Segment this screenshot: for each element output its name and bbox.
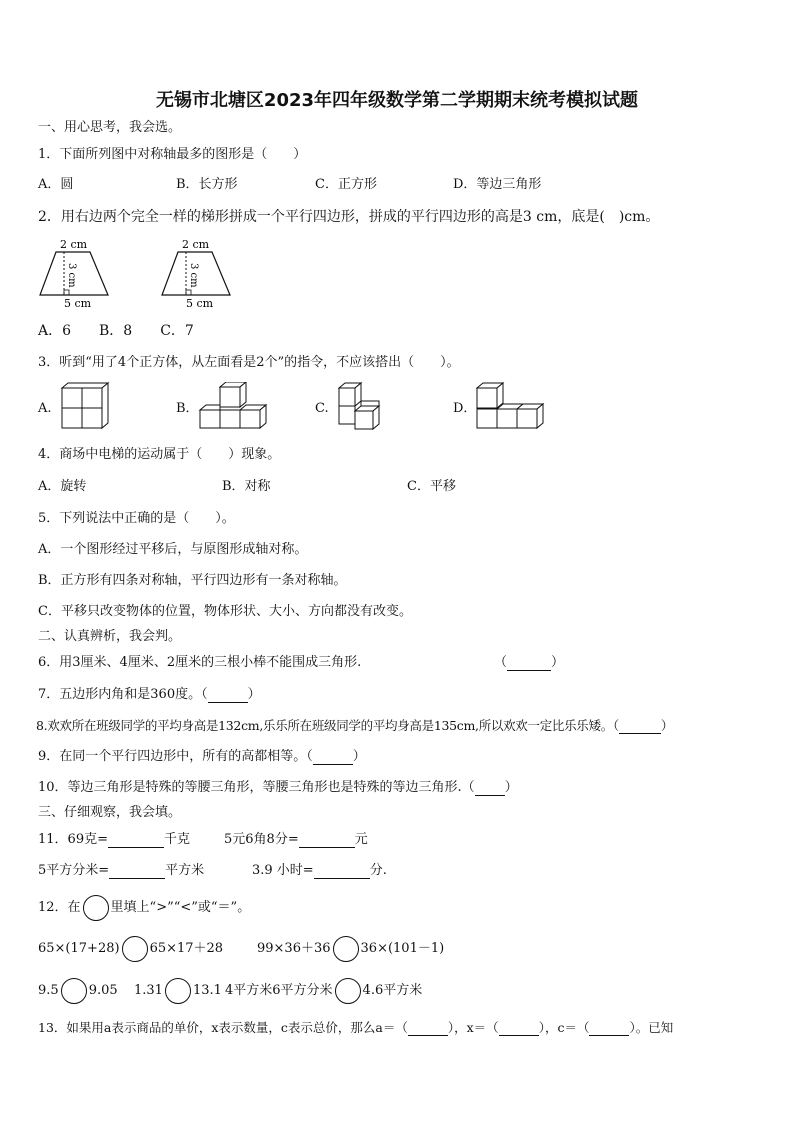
q1-option-b[interactable]: B．长方形 xyxy=(176,177,238,192)
right-angle-mark xyxy=(64,290,69,295)
question-11-row-2b: 3.9 小时= 分. xyxy=(252,863,387,878)
trapezoid-top-label: 2 cm xyxy=(60,238,88,251)
q1-option-a[interactable]: A．圆 xyxy=(38,177,74,192)
compare-circle-5[interactable] xyxy=(335,978,361,1004)
q11-blank-1[interactable] xyxy=(108,833,164,848)
q3-option-b-label[interactable]: B． xyxy=(176,401,199,416)
q3-option-d-label[interactable]: D． xyxy=(453,401,477,416)
question-10-stem: 10．等边三角形是特殊的等腰三角形，等腰三角形也是特殊的等边三角形.（ ） xyxy=(38,780,518,795)
question-7-stem: 7．五边形内角和是360度。（ ） xyxy=(38,687,261,702)
q5-option-b[interactable]: B．正方形有四条对称轴，平行四边形有一条对称轴。 xyxy=(38,573,347,588)
q3-option-b-cubes[interactable] xyxy=(196,382,271,432)
q13-blank-x[interactable] xyxy=(499,1021,539,1036)
q3-option-a-cubes[interactable] xyxy=(58,382,113,432)
trapezoid-top-label: 2 cm xyxy=(182,238,210,251)
question-4-stem: 4．商场中电梯的运动属于（ ）现象。 xyxy=(38,447,281,462)
compare-circle-3[interactable] xyxy=(61,978,87,1004)
q3-option-c-label[interactable]: C. xyxy=(315,401,329,416)
trapezoid-figure-1 xyxy=(36,235,126,310)
question-5-stem: 5．下列说法中正确的是（ ）。 xyxy=(38,511,235,526)
section-heading-2: 二、认真辨析，我会判。 xyxy=(38,629,182,644)
q9-answer-blank[interactable] xyxy=(313,750,353,765)
q4-option-b[interactable]: B．对称 xyxy=(222,479,271,494)
compare-circle-4[interactable] xyxy=(165,978,191,1004)
q13-blank-c[interactable] xyxy=(589,1021,629,1036)
q1-option-d[interactable]: D．等边三角形 xyxy=(453,177,542,192)
question-11-row-2: 5平方分米= 平方米 xyxy=(38,863,205,878)
q12-row-2b: 1.31 13.1 xyxy=(134,977,222,1005)
q4-option-c[interactable]: C．平移 xyxy=(407,479,456,494)
q1-option-c[interactable]: C．正方形 xyxy=(315,177,377,192)
question-2-stem: 2．用右边两个完全一样的梯形拼成一个平行四边形，拼成的平行四边形的高是3 cm，底是( )cm。 xyxy=(38,209,660,225)
section-heading-3: 三、仔细观察，我会填。 xyxy=(38,805,182,820)
question-6-stem: 6．用3厘米、4厘米、2厘米的三根小棒不能围成三角形. xyxy=(38,655,362,670)
q12-row-2c: 4平方米6平方分米 4.6平方米 xyxy=(225,977,422,1005)
compare-circle-example xyxy=(83,895,109,921)
question-11-row-1b: 5元6角8分= 元 xyxy=(224,832,368,847)
trapezoid-height-label: 3 cm xyxy=(188,263,199,288)
q7-answer-blank[interactable] xyxy=(208,688,248,703)
q10-answer-blank[interactable] xyxy=(475,781,505,796)
q13-blank-a[interactable] xyxy=(408,1021,448,1036)
q11-blank-3[interactable] xyxy=(109,864,165,879)
trapezoid-bottom-label: 5 cm xyxy=(186,297,214,310)
q3-option-d-cubes[interactable] xyxy=(473,382,548,432)
q2-options[interactable]: A．6 B．8 C．7 xyxy=(38,323,194,339)
question-12-stem: 12．在 里填上“>”“<”或“＝”。 xyxy=(38,894,250,922)
page-title: 无锡市北塘区2023年四年级数学第二学期期末统考模拟试题 xyxy=(155,90,639,111)
q12-row-2a: 9.5 9.05 xyxy=(38,977,118,1005)
q6-answer-paren[interactable]: （ ） xyxy=(494,655,565,670)
trapezoid-height-label: 3 cm xyxy=(66,263,77,288)
trapezoid-bottom-label: 5 cm xyxy=(64,297,92,310)
q8-answer-blank[interactable] xyxy=(619,719,661,734)
question-3-stem: 3．听到“用了4个正方体，从左面看是2个”的指令，不应该搭出（ ）。 xyxy=(38,355,460,370)
question-11-row-1: 11．69克= 千克 xyxy=(38,832,190,847)
q3-option-a-label[interactable]: A. xyxy=(38,401,52,416)
q12-row-1b: 99×36＋36 36×(101－1) xyxy=(257,935,444,963)
question-9-stem: 9．在同一个平行四边形中，所有的高都相等。（ ） xyxy=(38,749,366,764)
q3-option-c-cubes[interactable] xyxy=(335,381,395,436)
question-8-stem: 8.欢欢所在班级同学的平均身高是132cm,乐乐所在班级同学的平均身高是135cm,所以欢欢一定比乐乐矮。（ ） xyxy=(36,718,674,733)
q5-option-c[interactable]: C．平移只改变物体的位置，物体形状、大小、方向都没有改变。 xyxy=(38,604,412,619)
trapezoid-figure-2 xyxy=(158,235,248,310)
q6-answer-blank[interactable] xyxy=(507,656,551,671)
q12-row-1a: 65×(17+28) 65×17＋28 xyxy=(38,935,223,963)
q11-blank-4[interactable] xyxy=(314,864,370,879)
section-heading-1: 一、用心思考，我会选。 xyxy=(38,120,182,135)
q11-blank-2[interactable] xyxy=(299,833,355,848)
compare-circle-1[interactable] xyxy=(122,936,148,962)
q4-option-a[interactable]: A．旋转 xyxy=(38,479,87,494)
q5-option-a[interactable]: A．一个图形经过平移后，与原图形成轴对称。 xyxy=(38,542,308,557)
question-1-stem: 1．下面所列图中对称轴最多的图形是（ ） xyxy=(38,147,307,162)
compare-circle-2[interactable] xyxy=(333,936,359,962)
question-13-stem: 13．如果用a表示商品的单价，x表示数量，c表示总价，那么a＝（ ），x＝（ ），c＝（ ）。已知 xyxy=(38,1020,674,1035)
right-angle-mark xyxy=(186,290,191,295)
